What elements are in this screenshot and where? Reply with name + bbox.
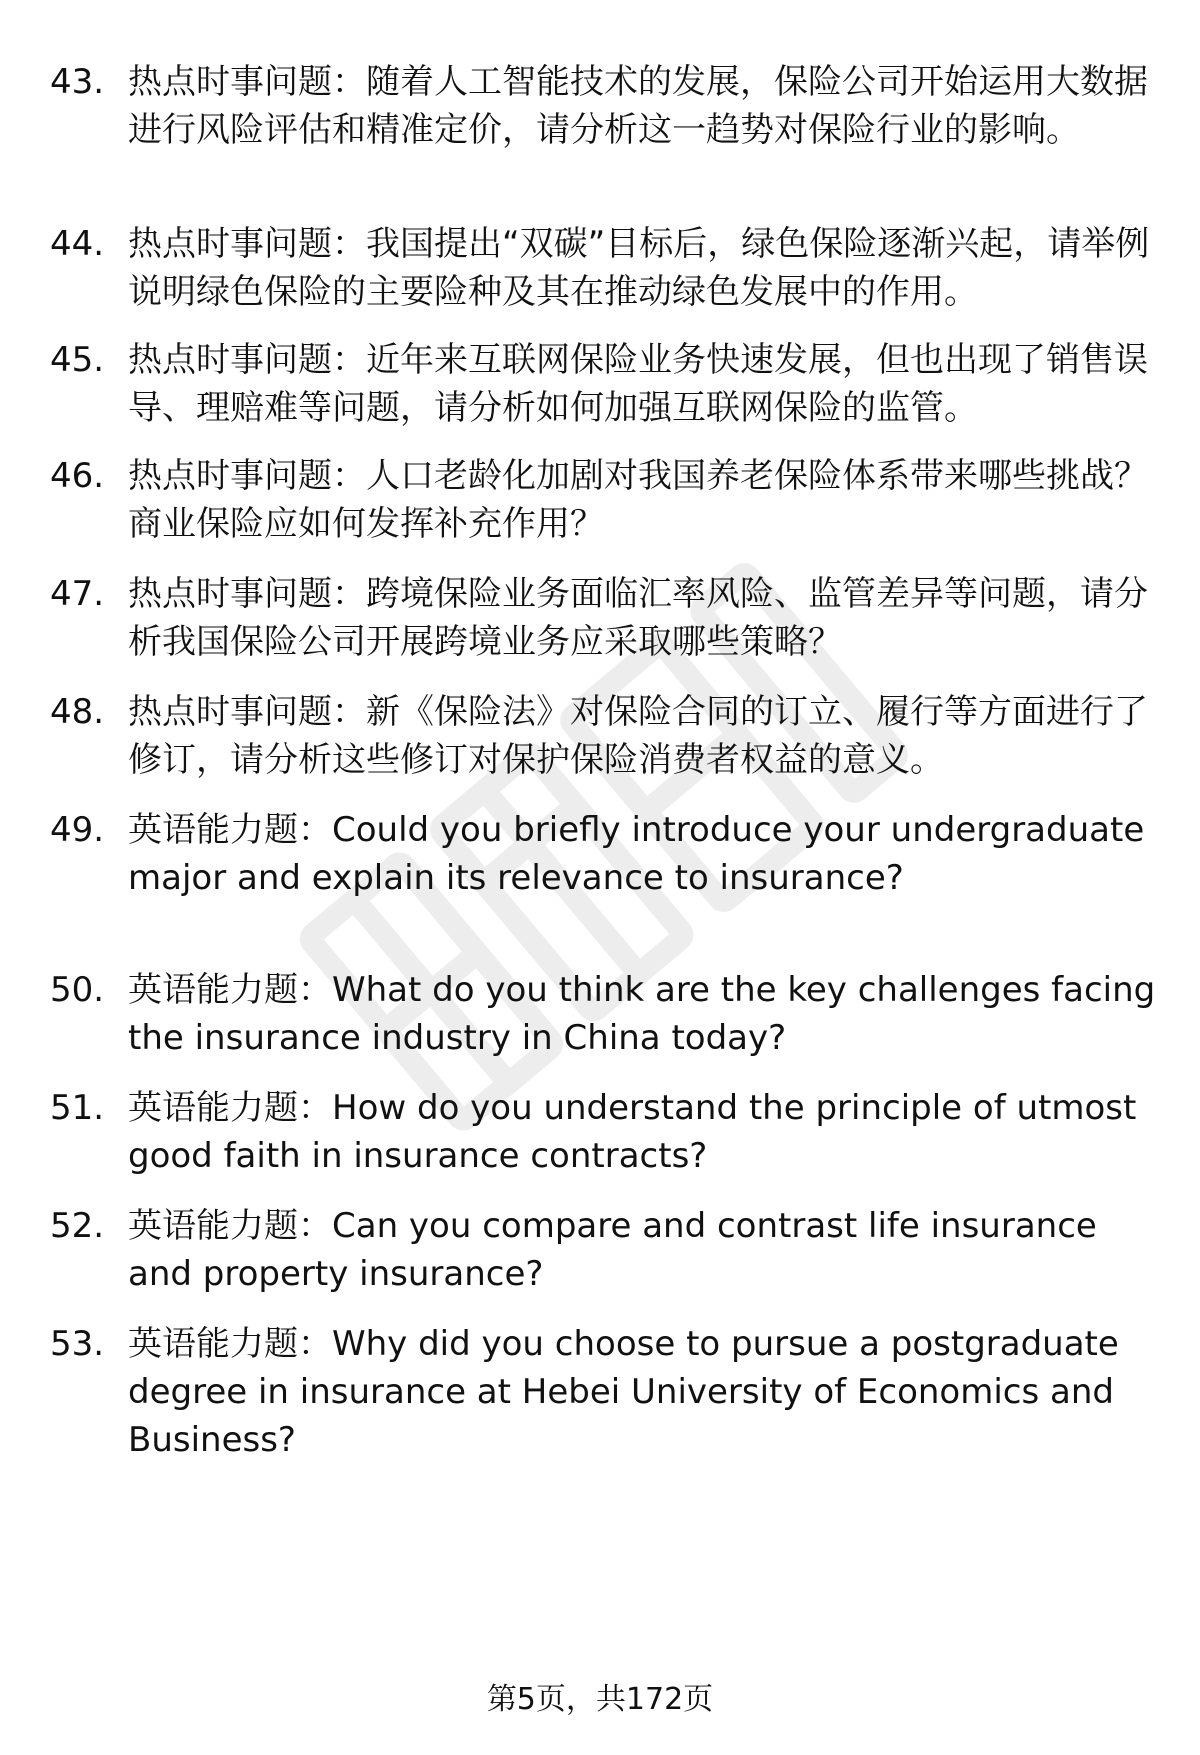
- question-item: [50, 570, 1160, 666]
- question-body: [128, 336, 1160, 432]
- question-text: What do you think are the key challenges facing the insurance industry in China today?: [128, 970, 1156, 1058]
- question-item: [50, 806, 1160, 902]
- page-indicator: 第5页，共172页: [486, 1682, 714, 1717]
- question-text: 近年来互联网保险业务快速发展，但也出现了销售误导、理赔难等问题，请分析如何加强互联网保险的监管。: [128, 340, 1148, 428]
- question-text: 人口老龄化加剧对我国养老保险体系带来哪些挑战？商业保险应如何发挥补充作用？: [128, 456, 1148, 544]
- question-text: How do you understand the principle of utmost good faith in insurance contracts?: [128, 1088, 1137, 1176]
- question-category: 热点时事问题：: [128, 456, 366, 496]
- question-body: [128, 806, 1160, 902]
- question-number: 52.: [50, 1206, 105, 1246]
- question-body: [128, 220, 1160, 316]
- question-body: [128, 966, 1160, 1062]
- question-text: 我国提出“双碳”目标后，绿色保险逐渐兴起，请举例说明绿色保险的主要险种及其在推动绿色发展中的作用。: [128, 224, 1150, 312]
- question-category: 英语能力题：: [128, 1206, 332, 1246]
- question-number: 50.: [50, 970, 105, 1010]
- question-text: 随着人工智能技术的发展，保险公司开始运用大数据进行风险评估和精准定价，请分析这一趋势对保险行业的影响。: [128, 62, 1148, 150]
- question-item: [50, 1320, 1160, 1464]
- question-number: 48.: [50, 692, 105, 732]
- question-item: [50, 1084, 1160, 1180]
- question-body: [128, 688, 1160, 784]
- question-body: [128, 452, 1160, 548]
- question-body: [128, 570, 1160, 666]
- question-category: 热点时事问题：: [128, 62, 366, 102]
- question-text: Can you compare and contrast life insurance and property insurance?: [128, 1206, 1097, 1294]
- question-number: 49.: [50, 810, 105, 850]
- question-number: 53.: [50, 1324, 105, 1364]
- question-category: 英语能力题：: [128, 810, 332, 850]
- question-category: 热点时事问题：: [128, 224, 366, 264]
- question-item: [50, 336, 1160, 432]
- question-item: [50, 58, 1160, 154]
- question-item: [50, 1202, 1160, 1298]
- question-number: 43.: [50, 62, 105, 102]
- question-number: 51.: [50, 1088, 105, 1128]
- question-category: 英语能力题：: [128, 970, 332, 1010]
- question-body: [128, 1202, 1160, 1298]
- question-body: [128, 58, 1160, 154]
- question-item: [50, 452, 1160, 548]
- question-number: 47.: [50, 574, 105, 614]
- question-number: 46.: [50, 456, 105, 496]
- question-text: Why did you choose to pursue a postgraduate degree in insurance at Hebei University of Economics and Business?: [128, 1324, 1119, 1460]
- question-number: 45.: [50, 340, 105, 380]
- question-text: 新《保险法》对保险合同的订立、履行等方面进行了修订，请分析这些修订对保护保险消费者权益的意义。: [128, 692, 1148, 780]
- question-item: [50, 220, 1160, 316]
- question-category: 热点时事问题：: [128, 692, 366, 732]
- question-body: [128, 1320, 1160, 1464]
- question-category: 热点时事问题：: [128, 340, 366, 380]
- question-number: 44.: [50, 224, 105, 264]
- question-text: 跨境保险业务面临汇率风险、监管差异等问题，请分析我国保险公司开展跨境业务应采取哪些策略？: [128, 574, 1148, 662]
- question-category: 英语能力题：: [128, 1088, 332, 1128]
- question-item: [50, 688, 1160, 784]
- question-item: [50, 966, 1160, 1062]
- question-category: 热点时事问题：: [128, 574, 366, 614]
- question-text: Could you briefly introduce your undergraduate major and explain its relevance to insurance?: [128, 810, 1145, 898]
- question-body: [128, 1084, 1160, 1180]
- question-category: 英语能力题：: [128, 1324, 332, 1364]
